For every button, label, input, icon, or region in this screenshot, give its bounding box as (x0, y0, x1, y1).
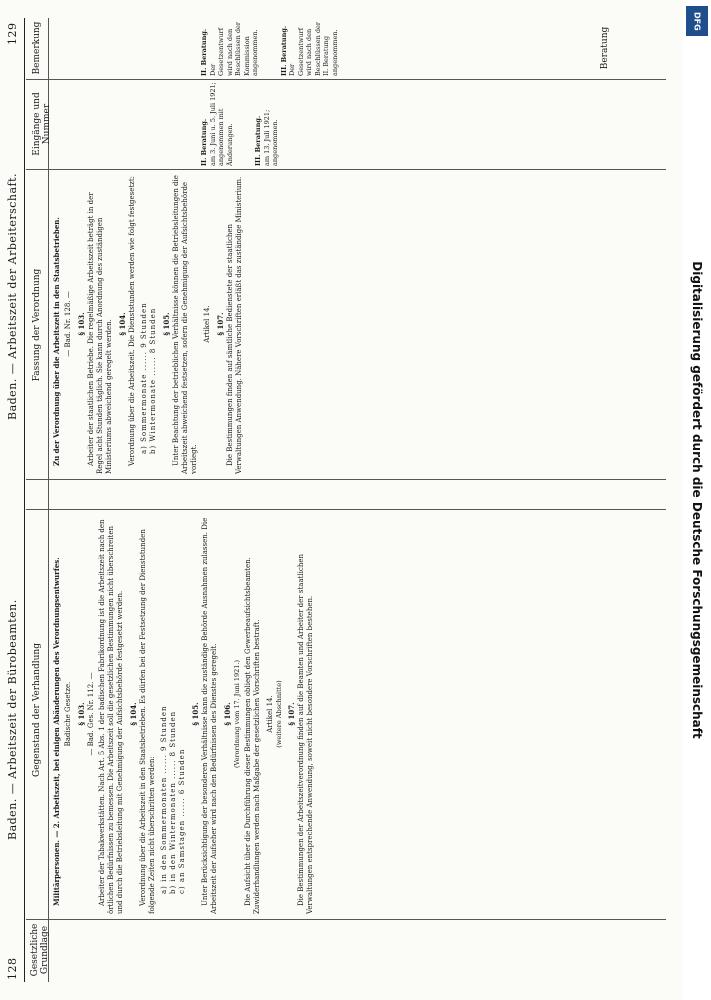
right-intro: Zu der Verordnung über die Arbeitszeit in den Staatsbetrieben. (52, 217, 61, 466)
section-text: Die Bestimmungen finden auf sämtliche Bedienstete der staatlichen Verwaltungen Anwendung. Nähere Vorschriften erläßt das zuständige Ministerium. (226, 176, 243, 474)
left-subhead: Badische Gesetze. (64, 681, 72, 747)
column-rule (26, 79, 666, 80)
article-title: Artikel 14. (265, 695, 274, 733)
entry-label: II. Beratung. (200, 118, 208, 166)
column-head-version: Fassung der Verordnung (32, 268, 42, 382)
left-page-body (52, 514, 318, 914)
section-title: § 107. (287, 702, 296, 726)
entry-text: am 13. Juli 1921; angenommen. (262, 109, 279, 166)
left-page-number: 128 (6, 957, 19, 980)
list-item: a) in den Sommermonaten ...... 9 Stunden (160, 705, 168, 894)
column-rule (26, 479, 666, 480)
section-text: Arbeiter der staatlichen Betriebe. Die regelmäßige Arbeitszeit beträgt in der Regel acht Stunden täglich. Sie kann durch Anordnung des zuständigen Ministeriums abweichend geregelt werden. (87, 192, 113, 474)
list-item: b) Wintermonate ...... 8 Stunden (149, 307, 157, 454)
section-text: Unter Beachtung der betrieblichen Verhältnisse können die Betriebsleitungen die Arbeitszeit abweichend festsetzen, sofern die Genehmigung der Aufsichtsbehörde vorliegt. (172, 175, 198, 474)
section-title: § 107. (216, 312, 225, 336)
list-item: c) an Samstagen ...... 6 Stunden (178, 748, 186, 894)
dfg-banner-text: Digitalisierung gefördert durch die Deutsche Forschungsgemeinschaft (690, 261, 704, 739)
section-title: § 103. (77, 702, 86, 726)
entry-label: III. Beratung. (254, 115, 262, 166)
section-text: Arbeiter der Tabakwerkstätten. Nach Art. 5 Abs. 1 der badischen Fabrikordnung ist die Arbeitszeit nach den örtlichen Bedürfnissen zu bemessen. Die Arbeitszeit soll die gesetzlichen Bestimmungen nicht überschreiten und durch die Betriebsleitung mit Genehmigung der Aufsichtsbehörde festgesetzt werden. (98, 519, 124, 914)
section-title: § 103. (77, 312, 86, 336)
section-line: — Bad. Ges. Nr. 112. — (87, 672, 95, 756)
right-page-number: 129 (6, 22, 19, 45)
article-title: Artikel 14. (203, 305, 211, 343)
section-text: Verordnung über die Arbeitszeit in den Staatsbetrieben. Es dürfen bei der Festsetzung der Dienststunden folgende Zeiten nicht überschritten werden: (139, 529, 156, 914)
section-text: Unter Berücksichtigung der besonderen Verhältnisse kann die zuständige Behörde Ausnahmen zulassen. Die Arbeitszeit der Aufseher wird nach den Bedürfnissen des Dienstes geregelt. (201, 517, 218, 914)
column-head-entries: Eingänge und Nummer (32, 92, 52, 156)
right-line: — Bad. Nr. 128. — (64, 291, 72, 357)
section-title: § 105. (162, 312, 171, 336)
column-head-remark: Bemerkung (32, 21, 42, 75)
section-title: § 106. (223, 702, 232, 726)
section-text: Die Aufsicht über die Durchführung dieser Bestimmungen obliegt den Gewerbeaufsichtsbeamten. Zuwiderhandlungen werden nach Maßgabe der gesetzlichen Vorschriften bestraft. (243, 557, 261, 914)
column-head-basis: Gesetzliche Grundlage (30, 923, 50, 977)
column-rule (26, 919, 666, 920)
section-title: § 104. (118, 312, 127, 336)
article-subtitle: (weitere Abschnitte) (274, 680, 283, 748)
remark-text: Der Gesetzentwurf wird nach den Beschlüssen der II. Beratung angenommen. (288, 22, 339, 76)
entry-text: am 3. Juni u. 5. Juli 1921; angenommen mit Änderungen. (208, 82, 234, 166)
section-title: § 105. (191, 702, 200, 726)
left-running-title: Baden. — Arbeitszeit der Bürobeamten. (6, 599, 19, 840)
right-running-title: Baden. — Arbeitszeit der Arbeiterschaft. (6, 172, 19, 420)
column-rule (26, 169, 666, 170)
entries-column (200, 82, 280, 166)
right-page-body (52, 174, 247, 474)
column-head-subject: Gegenstand der Verhandlung (32, 643, 42, 777)
remark-label: II. Beratung. (200, 28, 208, 76)
dfg-logo: DFG (686, 6, 708, 36)
column-rule (26, 509, 666, 510)
section-subtitle: (Verordnung vom 17. Juni 1921.) (233, 659, 241, 769)
last-column-title: Beratung (600, 26, 610, 70)
list-item: b) in den Wintermonaten ...... 8 Stunden (169, 710, 177, 894)
section-title: § 104. (129, 702, 138, 726)
remark-label: III. Beratung. (279, 25, 288, 76)
list-item: a) Sommermonate ...... 9 Stunden (140, 302, 148, 454)
remarks-column (200, 14, 339, 76)
remark-text: Der Gesetzentwurf wird nach den Beschlüssen der Kommission angenommen. (208, 22, 259, 76)
section-text: Verordnung über die Arbeitszeit. Die Dienststunden werden wie folgt festgesetzt: (128, 175, 136, 466)
left-intro: Militärpersonen. — 2. Arbeitszeit, bei einigen Abänderungen des Verordnungsentwurfes. (52, 557, 61, 906)
section-text: Die Bestimmungen der Arbeitszeitverordnung finden auf die Beamten und Arbeiter der staatlichen Verwaltungen entsprechende Anwendung, soweit nicht besondere Vorschriften bestehen. (297, 554, 314, 914)
header-rule (24, 18, 25, 982)
